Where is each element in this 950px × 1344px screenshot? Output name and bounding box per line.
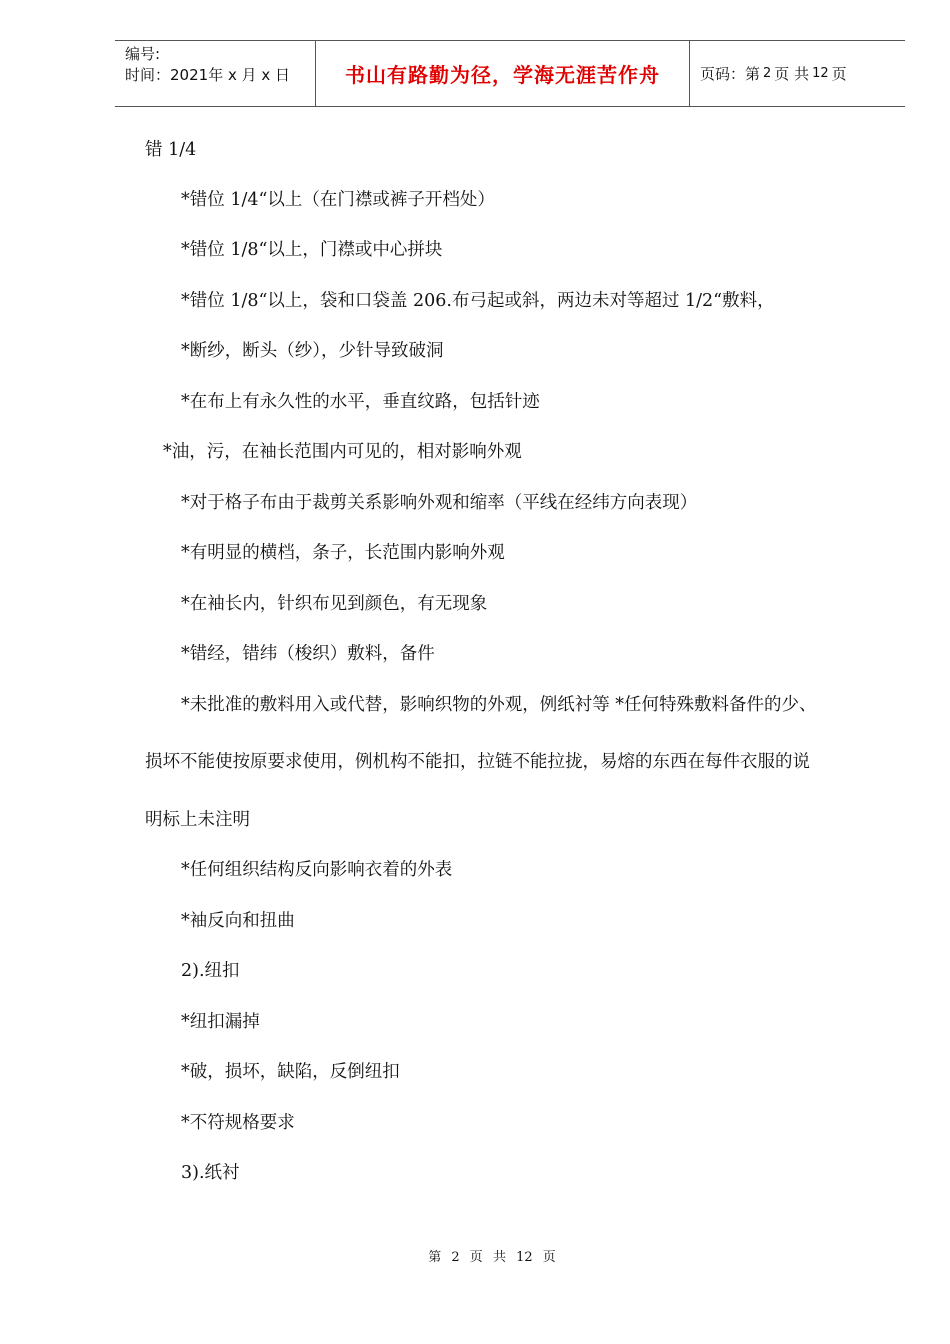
text-line: 明标上未注明 — [145, 810, 250, 830]
footer-total: 12 — [516, 1250, 533, 1265]
text-line: *在袖长内，针织布见到颜色，有无现象 — [181, 594, 488, 614]
text-line: 损坏不能使按原要求使用，例机构不能扣，拉链不能拉拢，易熔的东西在每件衣服的说 — [145, 752, 810, 772]
text-line: *错位 1/4“以上（在门襟或裤子开档处） — [181, 190, 495, 210]
header-motto: 书山有路勤为径，学海无涯苦作舟 — [345, 63, 660, 87]
text-line: *断纱，断头（纱），少针导致破洞 — [181, 341, 444, 361]
footer-current: 2 — [451, 1250, 460, 1265]
footer-p3: 共 — [492, 1250, 506, 1265]
page-footer — [0, 1246, 950, 1265]
time-year: 2021 — [170, 66, 209, 84]
text-line: *任何组织结构反向影响衣着的外表 — [181, 860, 453, 880]
text-line: *有明显的横档，条子，长范围内影响外观 — [181, 543, 505, 563]
text-line: *油，污，在袖长范围内可见的，相对影响外观 — [163, 442, 522, 462]
time-label: 时间： — [125, 66, 171, 84]
text-line: *破，损坏，缺陷，反倒纽扣 — [181, 1062, 400, 1082]
text-line: *不符规格要求 — [181, 1113, 295, 1133]
footer-p2: 页 — [469, 1250, 483, 1265]
text-line: *袖反向和扭曲 — [181, 911, 295, 931]
serial-label: 编号: — [125, 45, 161, 63]
text-line: *纽扣漏掉 — [181, 1012, 260, 1032]
text-line: *错经，错纬（梭织）敷料，备件 — [181, 644, 435, 664]
text-line: *对于格子布由于裁剪关系影响外观和缩率（平线在经纬方向表现） — [181, 493, 698, 513]
text-line: *未批准的敷料用入或代替，影响织物的外观，例纸衬等 *任何特殊敷料备件的少、 — [181, 695, 817, 715]
page-mid: 页 共 — [774, 65, 810, 83]
text-line: *错位 1/8“以上，袋和口袋盖 206.布弓起或斜，两边未对等超过 1/2“敷料， — [181, 291, 775, 311]
page-current: 2 — [763, 66, 772, 81]
page-end: 页 — [831, 65, 847, 83]
text-line: *在布上有永久性的水平，垂直纹路，包括针迹 — [181, 392, 540, 412]
time-rest: 年 x 月 x 日 — [208, 66, 291, 84]
footer-p4: 页 — [542, 1250, 556, 1265]
text-line: 错 1/4 — [145, 140, 197, 160]
page-total: 12 — [812, 66, 829, 81]
text-line: 3).纸衬 — [181, 1163, 240, 1183]
text-line: *错位 1/8“以上，门襟或中心拼块 — [181, 240, 443, 260]
footer-p1: 第 — [428, 1250, 442, 1265]
page-label: 页码：第 — [700, 65, 761, 83]
text-line: 2).纽扣 — [181, 961, 240, 981]
